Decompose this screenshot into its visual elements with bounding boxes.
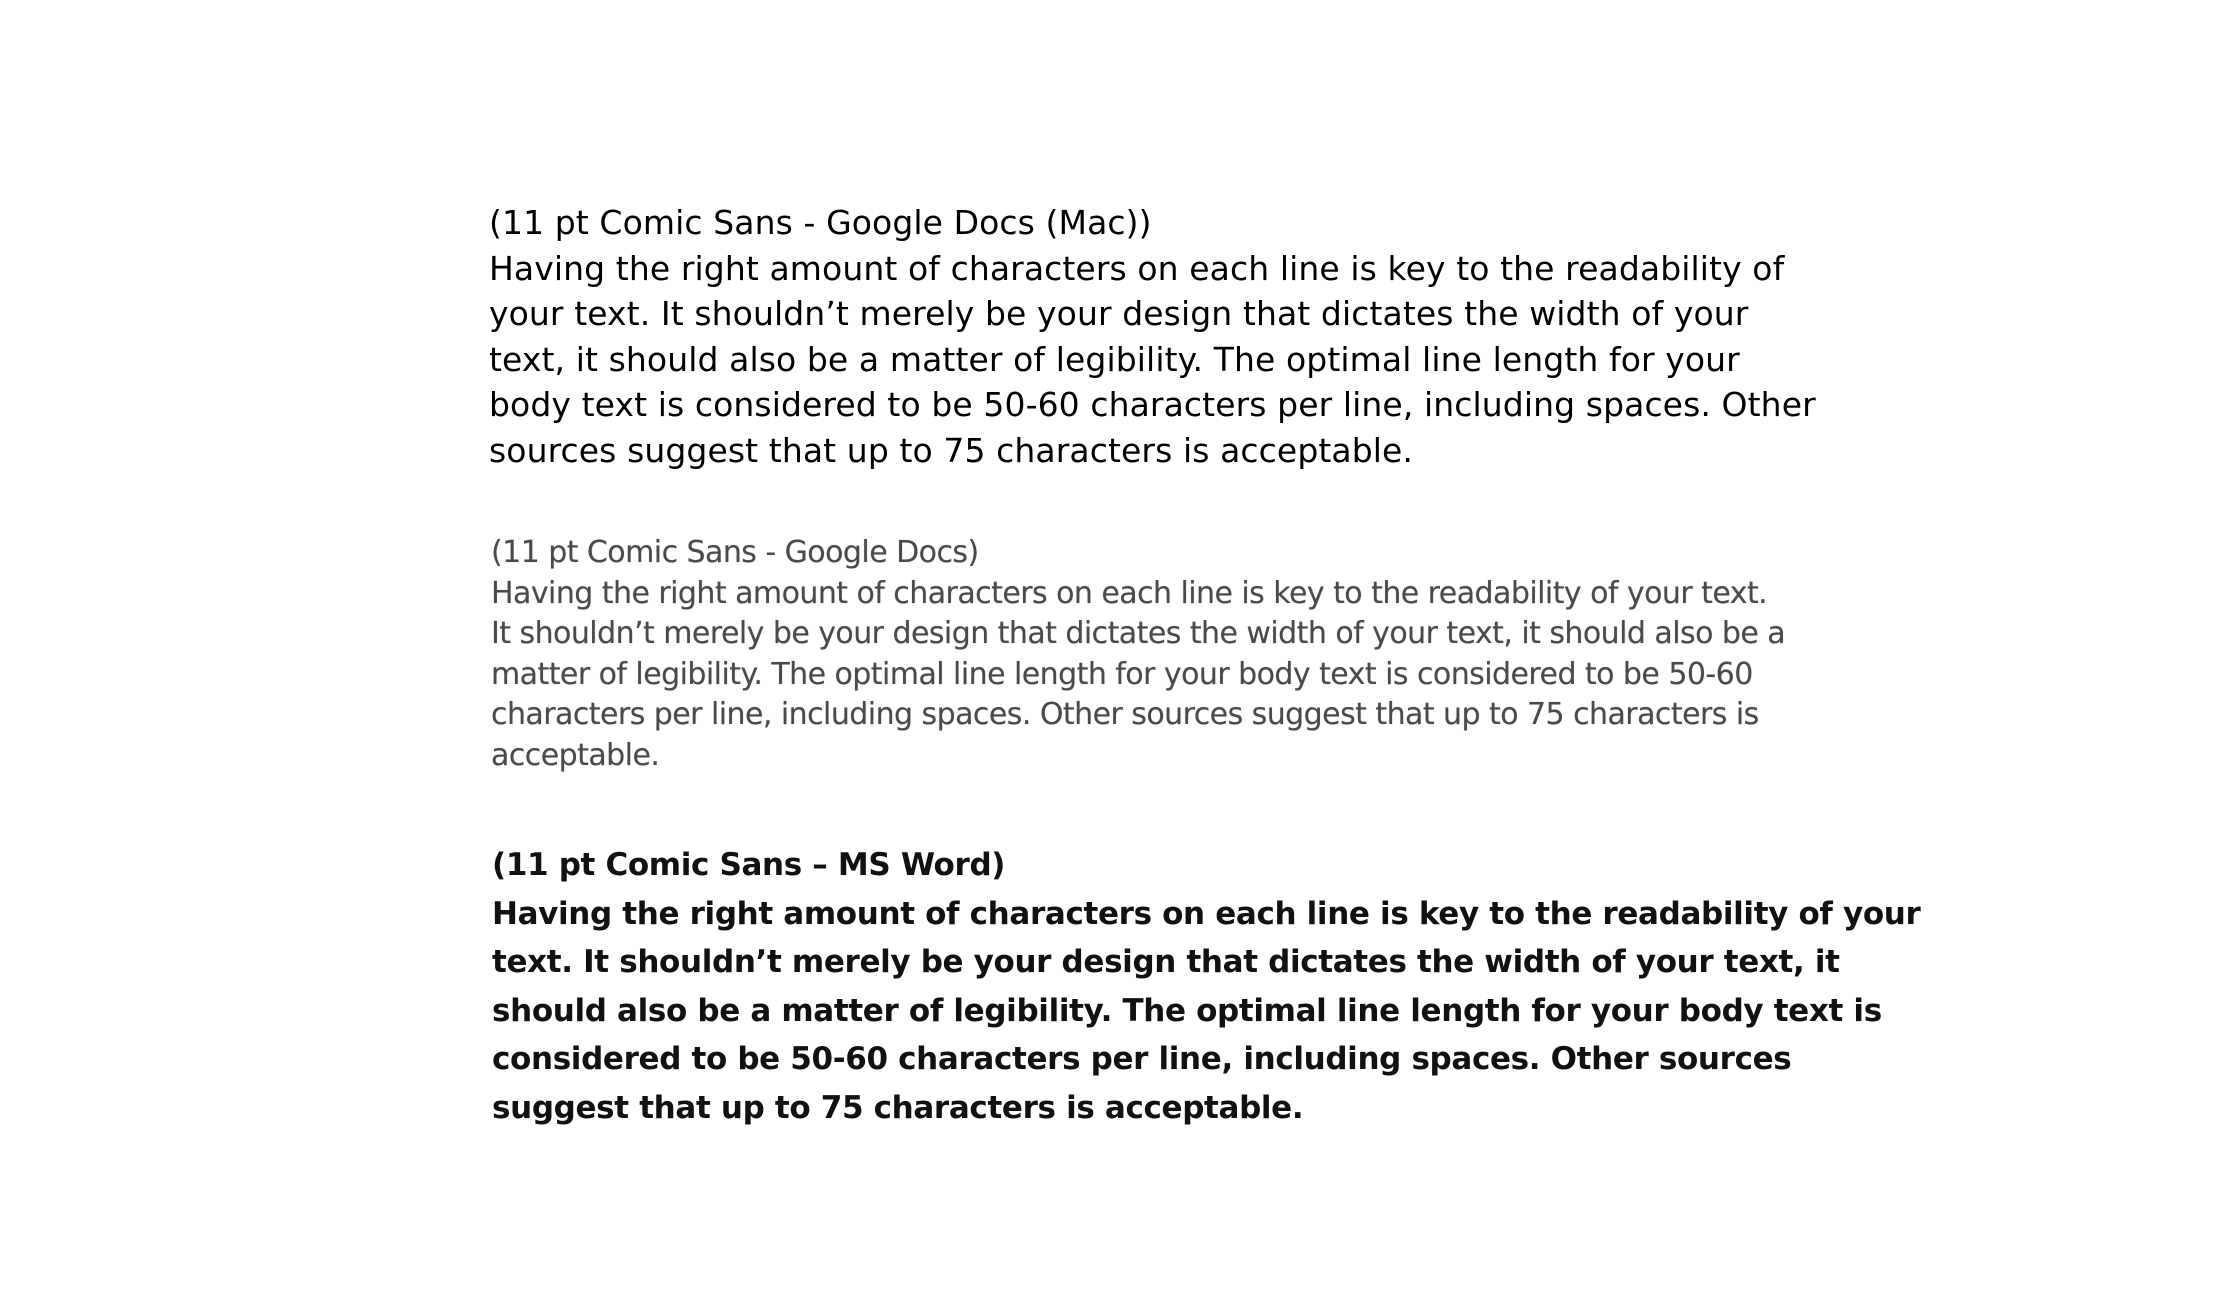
sample-line: Having the right amount of characters on each line is key to the readability of your text.	[491, 575, 1768, 611]
sample-line: body text is considered to be 50-60 characters per line, including spaces. Other	[489, 385, 1816, 424]
sample-line: characters per line, including spaces. Other sources suggest that up to 75 characters is	[491, 697, 1759, 732]
sample-title: (11 pt Comic Sans - Google Docs)	[491, 535, 979, 570]
sample-line: Having the right amount of characters on each line is key to the readability of	[489, 248, 1785, 288]
sample-line: text. It shouldn’t merely be your design that dictates the width of your text, it	[492, 944, 1840, 980]
sample-line: acceptable.	[491, 737, 660, 773]
sample-line: matter of legibility. The optimal line length for your body text is considered to be 50-60	[491, 656, 1753, 692]
sample-line: considered to be 50-60 characters per line, including spaces. Other sources	[492, 1041, 1792, 1077]
text-sample-google-docs	[491, 533, 1785, 776]
sample-title: (11 pt Comic Sans – MS Word)	[492, 847, 1006, 883]
text-sample-ms-word	[492, 841, 1920, 1132]
text-sample-google-docs-mac	[489, 200, 1816, 473]
sample-line: Having the right amount of characters on each line is key to the readability of your	[492, 895, 1921, 932]
sample-line: It shouldn’t merely be your design that dictates the width of your text, it should also be a	[491, 616, 1786, 651]
sample-line: suggest that up to 75 characters is acceptable.	[492, 1089, 1304, 1126]
sample-line: sources suggest that up to 75 characters is acceptable.	[489, 430, 1414, 470]
sample-line: text, it should also be a matter of legibility. The optimal line length for your	[489, 339, 1740, 379]
sample-line: should also be a matter of legibility. The optimal line length for your body text is	[492, 992, 1882, 1029]
sample-title: (11 pt Comic Sans - Google Docs (Mac))	[489, 203, 1152, 242]
sample-line: your text. It shouldn’t merely be your design that dictates the width of your	[489, 294, 1749, 333]
